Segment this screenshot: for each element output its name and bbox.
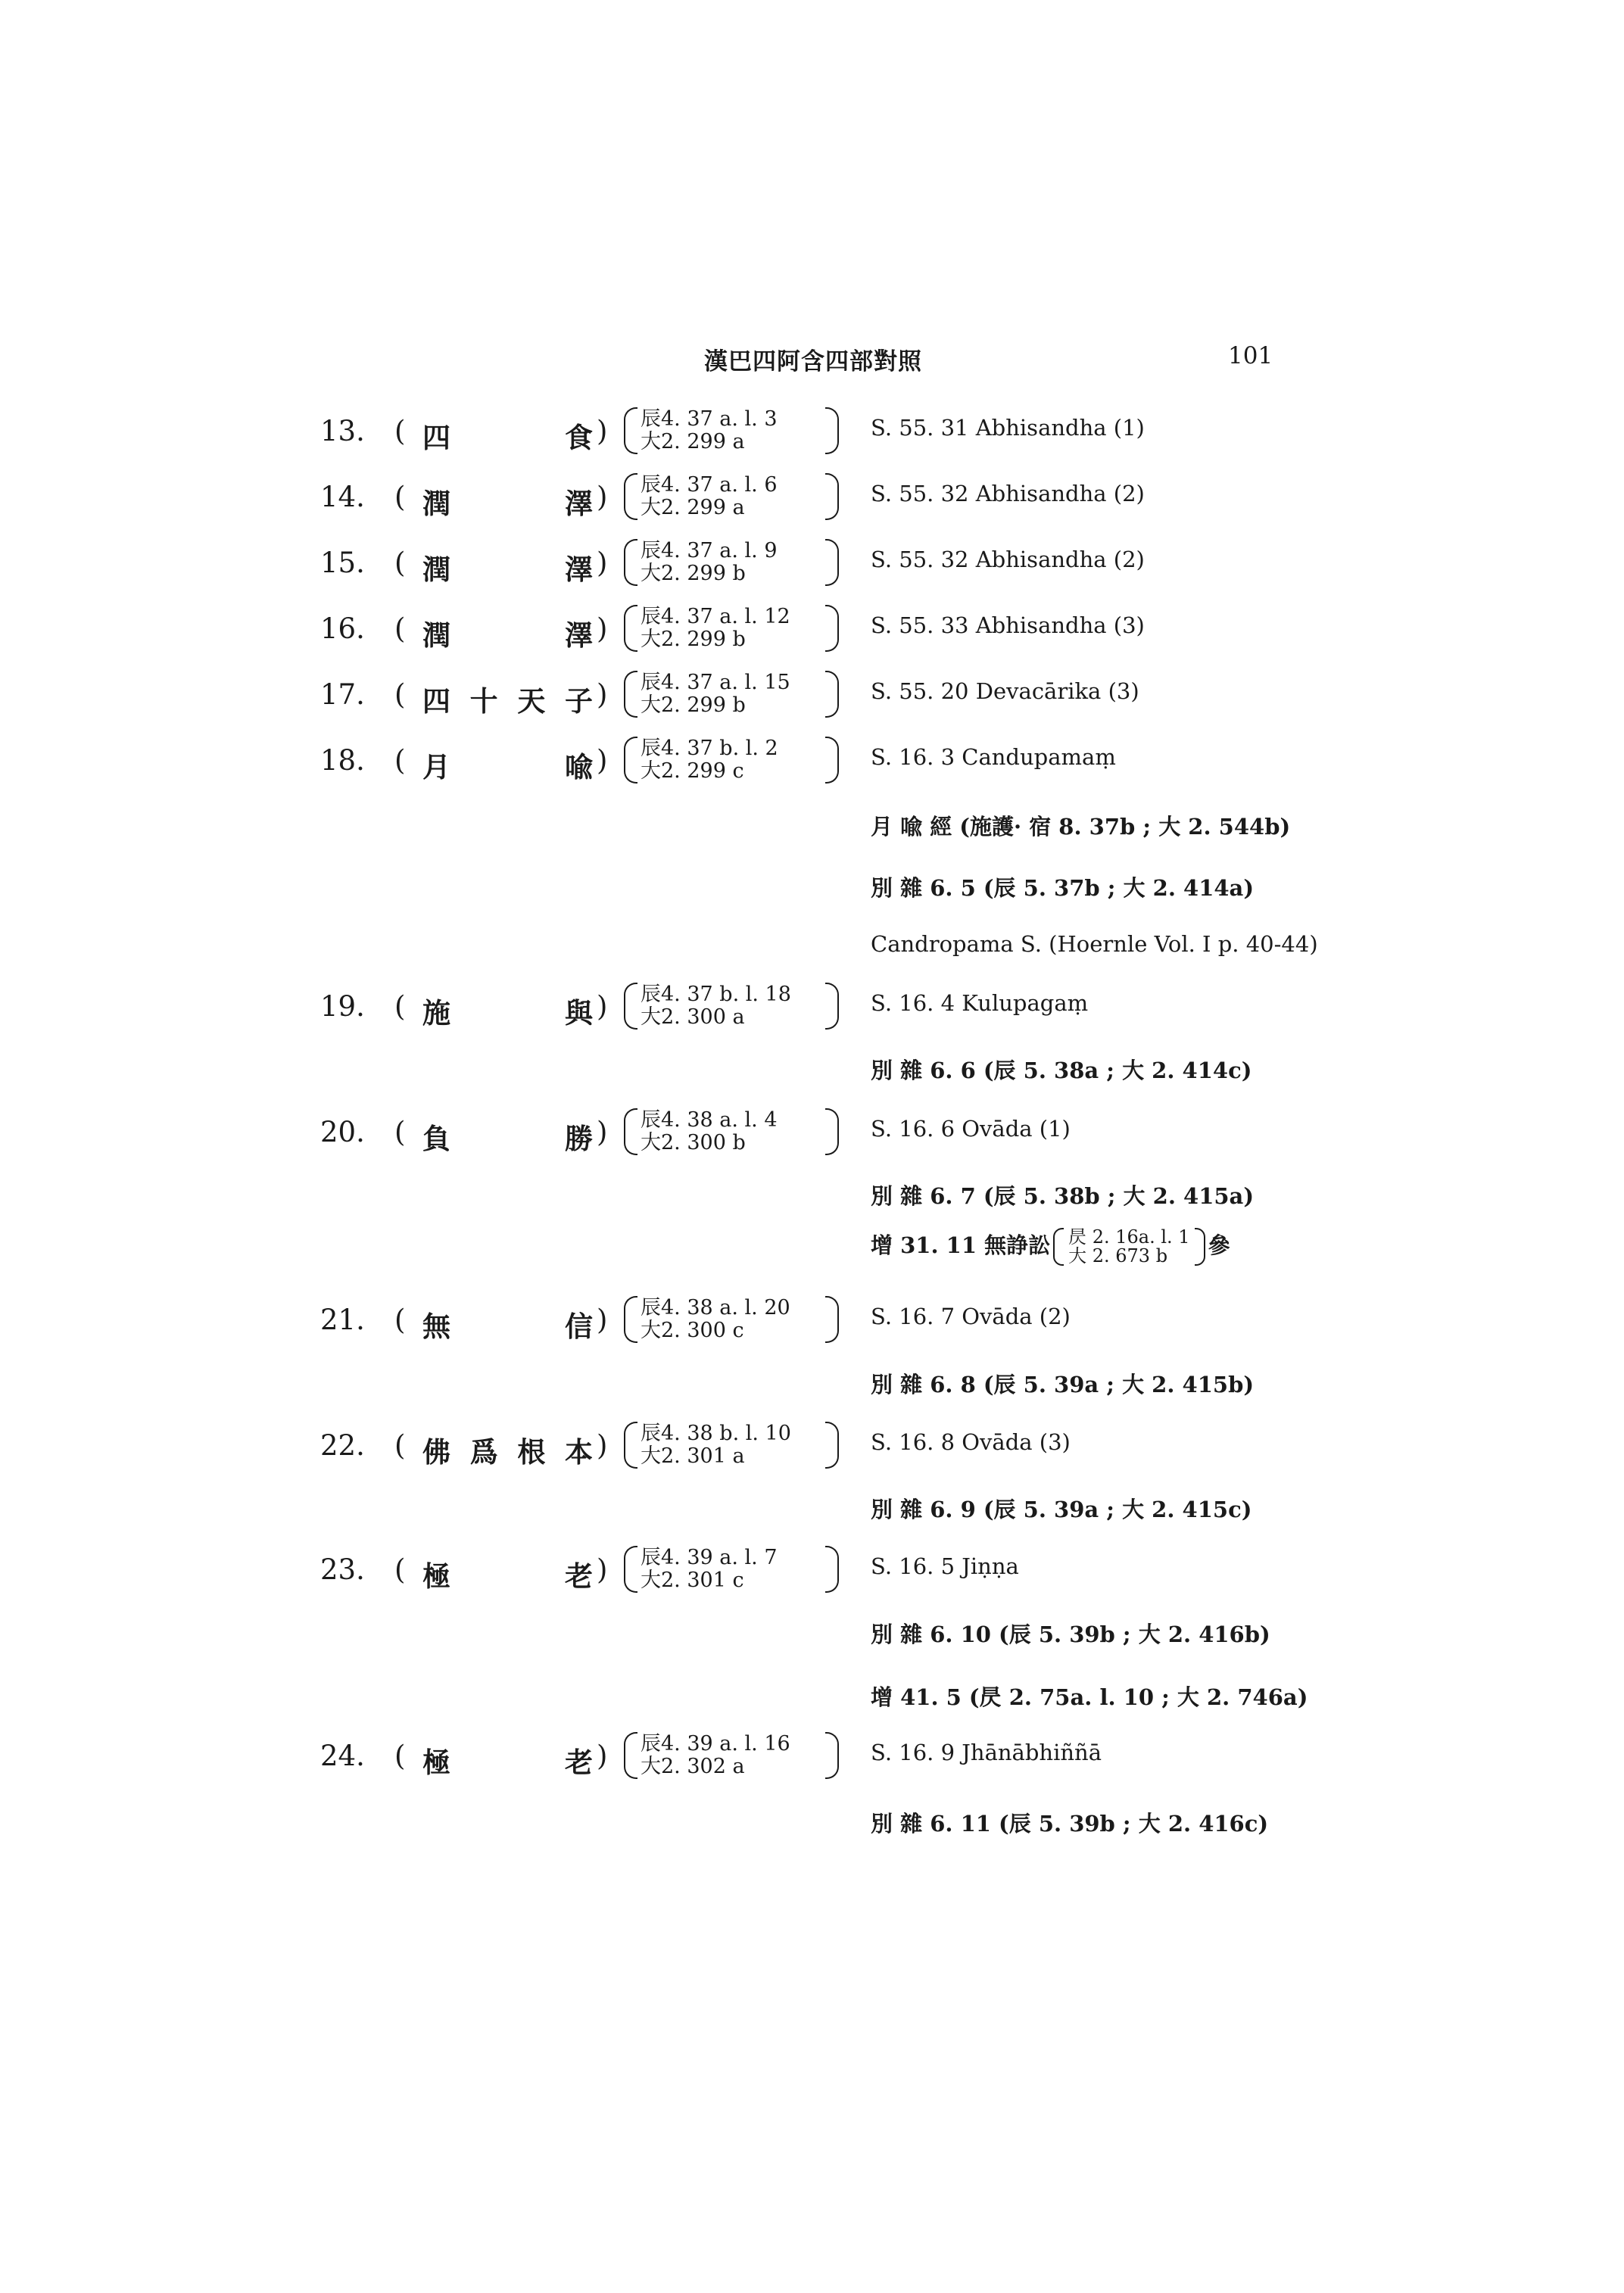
sutra-title bbox=[422, 678, 593, 719]
entry-row bbox=[0, 473, 1624, 534]
chinese-reference bbox=[622, 1293, 840, 1346]
entry-number: 23. bbox=[320, 1553, 365, 1586]
ref-line-1: 辰4. 39 a. l. 16 bbox=[641, 1732, 790, 1756]
ref-line-2: 大2. 302 a bbox=[641, 1755, 745, 1778]
parallel-reference: 別 雜 6. 9 (辰 5. 39a ; 大 2. 415c) bbox=[871, 1497, 1252, 1522]
ref-line-1: 辰4. 38 a. l. 20 bbox=[641, 1296, 790, 1319]
pali-reference: S. 55. 31 Abhisandha (1) bbox=[871, 415, 1145, 441]
title-char: 潤 bbox=[422, 553, 450, 586]
title-char: 本 bbox=[564, 1435, 593, 1469]
open-paren: ( bbox=[394, 744, 406, 777]
ref-line-1: 辰4. 39 a. l. 7 bbox=[641, 1546, 778, 1569]
title-char: 澤 bbox=[565, 487, 593, 520]
title-char: 佛 bbox=[422, 1435, 450, 1469]
pali-reference: S. 16. 7 Ovāda (2) bbox=[871, 1304, 1071, 1329]
close-paren: ) bbox=[597, 547, 608, 579]
open-paren: ( bbox=[394, 1304, 406, 1336]
parallel-reference: 月 喩 經 (施護· 宿 8. 37b ; 大 2. 544b) bbox=[871, 814, 1291, 840]
sutra-title bbox=[422, 1553, 593, 1594]
title-char: 澤 bbox=[565, 618, 593, 652]
title-char: 爲 bbox=[469, 1435, 498, 1469]
ref-line-1: 辰4. 37 b. l. 18 bbox=[641, 983, 791, 1006]
parallel-prefix: 增 31. 11 無諍訟 bbox=[871, 1232, 1051, 1258]
entry-number: 13. bbox=[320, 415, 365, 447]
close-paren: ) bbox=[597, 612, 608, 645]
title-char: 根 bbox=[517, 1435, 546, 1469]
pali-reference: S. 16. 4 Kulupagaṃ bbox=[871, 990, 1089, 1016]
open-paren: ( bbox=[394, 1116, 406, 1148]
sutra-title bbox=[422, 612, 593, 653]
chinese-reference bbox=[622, 1729, 840, 1782]
title-char: 澤 bbox=[565, 553, 593, 586]
pali-reference: S. 55. 32 Abhisandha (2) bbox=[871, 547, 1145, 572]
open-paren: ( bbox=[394, 1553, 406, 1586]
title-char: 與 bbox=[565, 996, 593, 1030]
title-char: 信 bbox=[565, 1310, 593, 1343]
ref-line-1: 辰4. 37 a. l. 9 bbox=[641, 539, 778, 562]
entry-number: 19. bbox=[320, 990, 365, 1023]
entry-row bbox=[0, 737, 1624, 797]
inline-ref-line-2: 大 2. 673 b bbox=[1068, 1245, 1168, 1266]
title-char: 老 bbox=[565, 1746, 593, 1779]
title-char: 極 bbox=[422, 1746, 450, 1779]
title-char: 潤 bbox=[422, 618, 450, 652]
ref-line-1: 辰4. 38 a. l. 4 bbox=[641, 1108, 778, 1132]
ref-line-2: 大2. 299 b bbox=[641, 562, 746, 585]
pali-reference: S. 16. 3 Candupamaṃ bbox=[871, 744, 1116, 770]
title-char: 月 bbox=[422, 750, 450, 784]
title-char: 四 bbox=[422, 684, 450, 718]
pali-reference: S. 16. 6 Ovāda (1) bbox=[871, 1116, 1071, 1142]
parallel-suffix: 參 bbox=[1208, 1232, 1230, 1258]
entry-number: 18. bbox=[320, 744, 365, 777]
close-paren: ) bbox=[597, 1429, 608, 1462]
title-char: 極 bbox=[422, 1559, 450, 1593]
chinese-reference bbox=[622, 1419, 840, 1472]
close-paren: ) bbox=[597, 415, 608, 447]
parallel-reference: 別 雜 6. 10 (辰 5. 39b ; 大 2. 416b) bbox=[871, 1622, 1270, 1647]
title-char: 無 bbox=[422, 1310, 450, 1343]
title-char: 負 bbox=[422, 1122, 450, 1155]
chinese-reference bbox=[622, 536, 840, 589]
parallel-reference: Candropama S. (Hoernle Vol. I p. 40-44) bbox=[871, 931, 1318, 957]
chinese-reference bbox=[622, 734, 840, 787]
inline-ref-line-1: 昃 2. 16a. l. 1 bbox=[1068, 1226, 1190, 1248]
page-number: 101 bbox=[1228, 342, 1273, 369]
title-char: 天 bbox=[517, 684, 546, 718]
parallel-reference bbox=[871, 1228, 1230, 1266]
ref-line-2: 大2. 300 c bbox=[641, 1319, 744, 1342]
chinese-reference bbox=[622, 980, 840, 1033]
entry-number: 14. bbox=[320, 481, 365, 513]
ref-line-2: 大2. 300 a bbox=[641, 1005, 745, 1029]
ref-line-2: 大2. 299 b bbox=[641, 628, 746, 651]
ref-line-1: 辰4. 37 a. l. 12 bbox=[641, 605, 790, 628]
ref-line-2: 大2. 299 c bbox=[641, 759, 744, 783]
close-paren: ) bbox=[597, 1116, 608, 1148]
open-paren: ( bbox=[394, 990, 406, 1023]
title-char: 勝 bbox=[565, 1122, 593, 1155]
close-paren: ) bbox=[597, 990, 608, 1023]
title-char: 老 bbox=[565, 1559, 593, 1593]
entry-number: 16. bbox=[320, 612, 365, 645]
close-paren: ) bbox=[597, 1304, 608, 1336]
open-paren: ( bbox=[394, 481, 406, 513]
open-paren: ( bbox=[394, 612, 406, 645]
parallel-reference: 別 雜 6. 8 (辰 5. 39a ; 大 2. 415b) bbox=[871, 1372, 1255, 1397]
sutra-title bbox=[422, 481, 593, 522]
ref-line-1: 辰4. 37 a. l. 6 bbox=[641, 473, 778, 497]
entry-row bbox=[0, 1108, 1624, 1169]
title-char: 潤 bbox=[422, 487, 450, 520]
entry-row bbox=[0, 983, 1624, 1043]
open-paren: ( bbox=[394, 415, 406, 447]
title-char: 喩 bbox=[565, 750, 593, 784]
ref-line-2: 大2. 301 a bbox=[641, 1444, 745, 1468]
sutra-title bbox=[422, 1304, 593, 1344]
parallel-reference: 別 雜 6. 5 (辰 5. 37b ; 大 2. 414a) bbox=[871, 875, 1255, 901]
pali-reference: S. 55. 20 Devacārika (3) bbox=[871, 678, 1139, 704]
pali-reference: S. 16. 8 Ovāda (3) bbox=[871, 1429, 1071, 1455]
parallel-reference: 別 雜 6. 7 (辰 5. 38b ; 大 2. 415a) bbox=[871, 1183, 1255, 1209]
open-paren: ( bbox=[394, 1429, 406, 1462]
entry-row bbox=[0, 671, 1624, 731]
entry-row bbox=[0, 1732, 1624, 1793]
parallel-reference: 別 雜 6. 11 (辰 5. 39b ; 大 2. 416c) bbox=[871, 1811, 1269, 1837]
sutra-title bbox=[422, 1740, 593, 1781]
entry-number: 17. bbox=[320, 678, 365, 711]
parallel-reference: 別 雜 6. 6 (辰 5. 38a ; 大 2. 414c) bbox=[871, 1058, 1252, 1083]
entry-number: 24. bbox=[320, 1740, 365, 1772]
sutra-title bbox=[422, 990, 593, 1031]
pali-reference: S. 55. 33 Abhisandha (3) bbox=[871, 612, 1145, 638]
ref-line-2: 大2. 299 a bbox=[641, 430, 745, 453]
entry-number: 21. bbox=[320, 1304, 365, 1336]
page-header-title: 漢巴四阿含四部對照 bbox=[704, 348, 922, 375]
entry-row bbox=[0, 1296, 1624, 1357]
ref-line-2: 大2. 299 a bbox=[641, 496, 745, 519]
chinese-reference bbox=[622, 602, 840, 655]
entry-row bbox=[0, 1422, 1624, 1482]
chinese-reference bbox=[622, 668, 840, 721]
sutra-title bbox=[422, 415, 593, 456]
open-paren: ( bbox=[394, 547, 406, 579]
title-char: 四 bbox=[422, 421, 450, 454]
title-char: 十 bbox=[469, 684, 498, 718]
close-paren: ) bbox=[597, 1553, 608, 1586]
entry-row bbox=[0, 605, 1624, 665]
entry-number: 15. bbox=[320, 547, 365, 579]
pali-reference: S. 55. 32 Abhisandha (2) bbox=[871, 481, 1145, 506]
sutra-title bbox=[422, 1429, 593, 1470]
ref-line-1: 辰4. 38 b. l. 10 bbox=[641, 1422, 791, 1445]
ref-line-2: 大2. 300 b bbox=[641, 1131, 746, 1154]
close-paren: ) bbox=[597, 744, 608, 777]
chinese-reference bbox=[622, 1543, 840, 1596]
chinese-reference bbox=[622, 470, 840, 523]
open-paren: ( bbox=[394, 1740, 406, 1772]
pali-reference: S. 16. 5 Jiṇṇa bbox=[871, 1553, 1019, 1579]
pali-reference: S. 16. 9 Jhānābhiññā bbox=[871, 1740, 1102, 1765]
entry-number: 22. bbox=[320, 1429, 365, 1462]
close-paren: ) bbox=[597, 481, 608, 513]
sutra-title bbox=[422, 744, 593, 785]
ref-line-2: 大2. 299 b bbox=[641, 693, 746, 717]
inline-reference bbox=[1053, 1228, 1205, 1266]
ref-line-1: 辰4. 37 b. l. 2 bbox=[641, 737, 778, 760]
entry-row bbox=[0, 1546, 1624, 1606]
entry-row bbox=[0, 407, 1624, 468]
ref-line-2: 大2. 301 c bbox=[641, 1569, 744, 1592]
title-char: 子 bbox=[564, 684, 593, 718]
close-paren: ) bbox=[597, 1740, 608, 1772]
title-char: 食 bbox=[565, 421, 593, 454]
entry-row bbox=[0, 539, 1624, 600]
ref-line-1: 辰4. 37 a. l. 3 bbox=[641, 407, 778, 431]
sutra-title bbox=[422, 1116, 593, 1157]
open-paren: ( bbox=[394, 678, 406, 711]
close-paren: ) bbox=[597, 678, 608, 711]
chinese-reference bbox=[622, 404, 840, 457]
title-char: 施 bbox=[422, 996, 450, 1030]
parallel-reference: 增 41. 5 (昃 2. 75a. l. 10 ; 大 2. 746a) bbox=[871, 1684, 1308, 1710]
ref-line-1: 辰4. 37 a. l. 15 bbox=[641, 671, 790, 694]
sutra-title bbox=[422, 547, 593, 587]
entry-number: 20. bbox=[320, 1116, 365, 1148]
chinese-reference bbox=[622, 1105, 840, 1158]
